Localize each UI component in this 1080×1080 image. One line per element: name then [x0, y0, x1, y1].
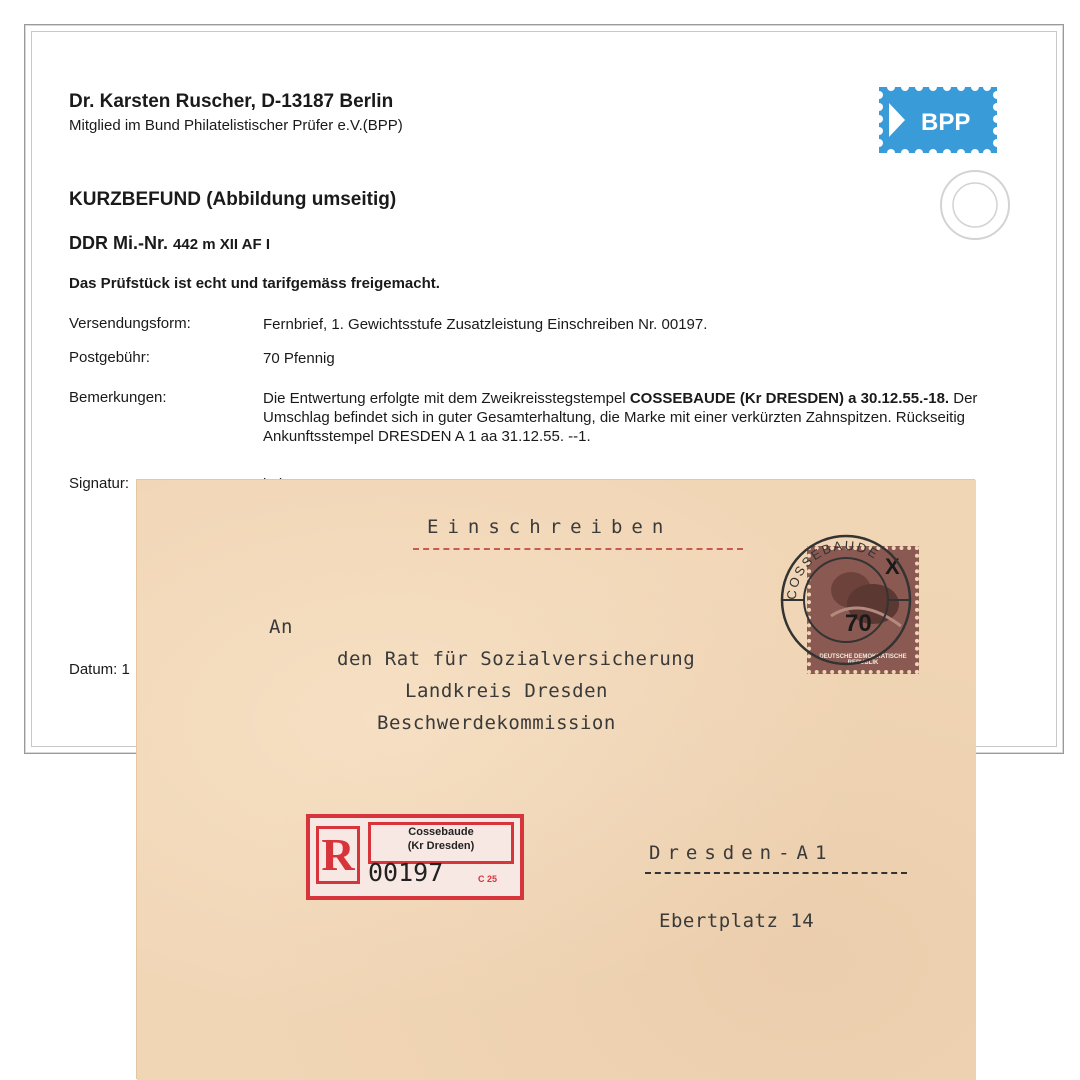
service-marking-underline: [413, 548, 743, 550]
envelope: [137, 480, 976, 1080]
bpp-logo-icon: [875, 83, 1001, 157]
examiner-name: Dr. Karsten Ruscher, D-13187 Berlin: [69, 91, 394, 112]
address-city: Dresden-A1: [649, 842, 834, 864]
verdict-statement: Das Prüfstück ist echt und tarifgemäss freigemacht.: [69, 275, 440, 292]
row-label-shipping: Versendungsform:: [69, 315, 191, 332]
registration-office-line-2: (Kr Dresden): [407, 840, 475, 852]
stamp-value: 70: [845, 610, 872, 637]
svg-text:COSSEBAUDE: [784, 538, 882, 601]
row-label-postage: Postgebühr:: [69, 349, 150, 366]
faint-postmark-icon: [930, 165, 1020, 245]
catalog-reference: [69, 233, 270, 254]
examiner-membership: Mitglied im Bund Philatelistischer Prüfer e.V.(BPP): [69, 117, 403, 134]
row-label-remarks: Bemerkungen:: [69, 389, 167, 406]
registration-label: [306, 814, 524, 900]
row-value-postage: 70 Pfennig: [263, 350, 335, 367]
address-street: Ebertplatz 14: [659, 910, 815, 932]
stamp-overprint: X: [885, 554, 900, 579]
remarks-text-1: Die Entwertung erfolgte mit dem Zweikreisstegstempel: [263, 390, 630, 407]
row-label-signature: Signatur:: [69, 475, 130, 492]
registration-letter: R: [316, 826, 360, 884]
row-value-remarks: [263, 389, 1003, 446]
remarks-postmark-bold: COSSEBAUDE (Kr DRESDEN) a 30.12.55.-18.: [629, 390, 950, 407]
remarks-text-2: Der Umschlag befindet sich in guter Gesamterhaltung, die Marke mit einer verkürzten Zahnspitzen. Rückseitig Ankunftsstempel DRESDEN A 1 aa 31.12.55. --1.: [263, 390, 978, 445]
address-line-3: Beschwerdekommission: [377, 712, 616, 734]
registration-tag: C 25: [478, 874, 498, 884]
postmark-text: COSSEBAUDE: [783, 537, 883, 601]
address-prefix: An: [269, 616, 293, 638]
date-label: Datum: 1: [69, 661, 130, 678]
address-line-1: den Rat für Sozialversicherung: [337, 648, 696, 670]
row-value-shipping: Fernbrief, 1. Gewichtsstufe Zusatzleistung Einschreiben Nr. 00197.: [263, 316, 708, 333]
catalog-prefix: DDR Mi.-Nr.: [69, 233, 168, 253]
address-line-2: Landkreis Dresden: [405, 680, 608, 702]
bpp-logo-text: BPP: [921, 109, 971, 136]
document-title: KURZBEFUND (Abbildung umseitig): [69, 189, 397, 210]
postmark-icon: [771, 522, 921, 672]
stamp-legend: DEUTSCHE DEMOKRATISCHE REPUBLIK: [819, 654, 907, 666]
registration-number: 00197: [368, 858, 444, 887]
service-marking: Einschreiben: [427, 516, 673, 538]
registration-office-line-1: Cossebaude: [408, 826, 474, 838]
catalog-number: 442 m XII AF I: [173, 236, 270, 253]
address-city-underline: [645, 872, 907, 874]
stamp-area: [771, 502, 931, 672]
